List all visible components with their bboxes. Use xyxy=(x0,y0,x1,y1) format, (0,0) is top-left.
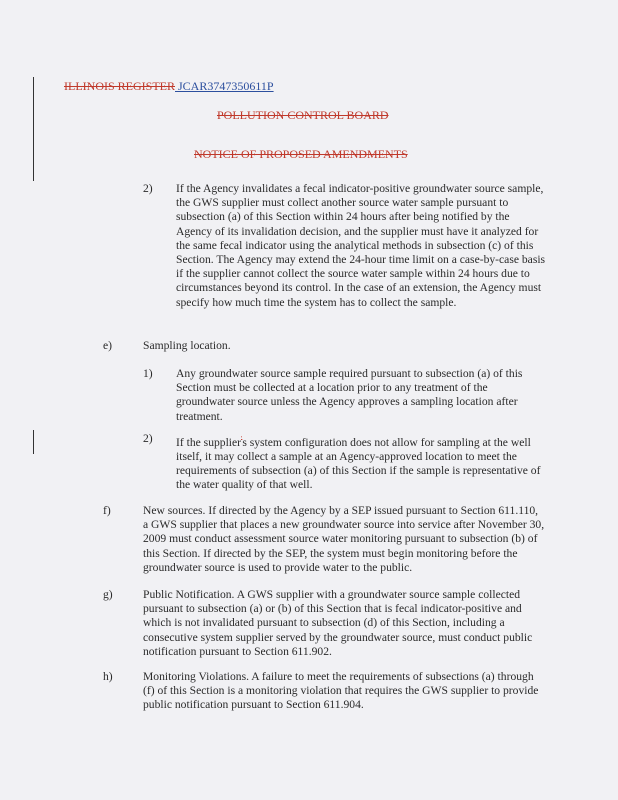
item-text: Monitoring Violations. A failure to meet the requirements of subsections (a) through (f) of this Section is a monitoring violation that requires the GWS supplier to provide public notification pursuant to Section 611.904. xyxy=(143,670,539,712)
item-label: 2) xyxy=(143,432,153,445)
item-text: If the Agency invalidates a fecal indicator-positive groundwater source sample, the GWS supplier must collect another source water sample pursuant to subsection (a) of this Section within 24 hours after being notified by the Agency of its invalidation decision, and the supplier must have it analyzed for the same fecal indicator using the analytical methods in subsection (c) of this Section. The Agency may extend the 24-hour time limit on a case-by-case basis if the supplier cannot collect the source water sample within 24 hours due to circumstances beyond its control. In the case of an extension, the Agency must specify how much time the system has to collect the sample. xyxy=(176,182,546,309)
item-label: 2) xyxy=(143,182,153,195)
item-label: 1) xyxy=(143,367,153,380)
item-label: h) xyxy=(103,670,113,683)
item-text: Sampling location. xyxy=(143,339,231,352)
item-label: e) xyxy=(103,339,113,352)
struck-apostrophe: ' xyxy=(241,435,243,443)
jcar-code: JCAR3747350611P xyxy=(175,79,274,93)
item-text-after: s system configuration does not allow for sampling at the well itself, it may collect a sample at an Agency-approved location to meet the requirements of subsection (a) of this Section if the sample is representative of the water quality of that well. xyxy=(176,435,541,492)
item-label: g) xyxy=(103,588,113,601)
item-text xyxy=(176,432,546,493)
change-bar xyxy=(33,430,34,454)
notice-title: NOTICE OF PROPOSED AMENDMENTS xyxy=(194,147,408,161)
register-struck-text: ILLINOIS REGISTER xyxy=(64,79,175,93)
change-bar xyxy=(33,77,34,181)
item-text: Public Notification. A GWS supplier with a groundwater source sample collected pursuant to subsection (a) or (b) of this Section that is fecal indicator-positive and which is not invalidated pursuant to subsection (d) of this Section, including a consecutive system supplier served by the groundwater source, must conduct public notification pursuant to Section 611.902. xyxy=(143,588,533,658)
register-header xyxy=(64,79,274,93)
board-name: POLLUTION CONTROL BOARD xyxy=(217,108,389,122)
item-text-before: If the supplier xyxy=(176,435,242,449)
item-label: f) xyxy=(103,504,111,517)
item-text: Any groundwater source sample required pursuant to subsection (a) of this Section must be collected at a location prior to any treatment of the groundwater source unless the Agency approves a sampling location after treatment. xyxy=(176,367,523,423)
item-text: New sources. If directed by the Agency by a SEP issued pursuant to Section 611.110, a GWS supplier that places a new groundwater source into service after November 30, 2009 must conduct assessment source water monitoring pursuant to subsection (b) of this Section. If directed by the SEP, the system must begin monitoring before the groundwater source is used to provide water to the public. xyxy=(143,504,545,574)
